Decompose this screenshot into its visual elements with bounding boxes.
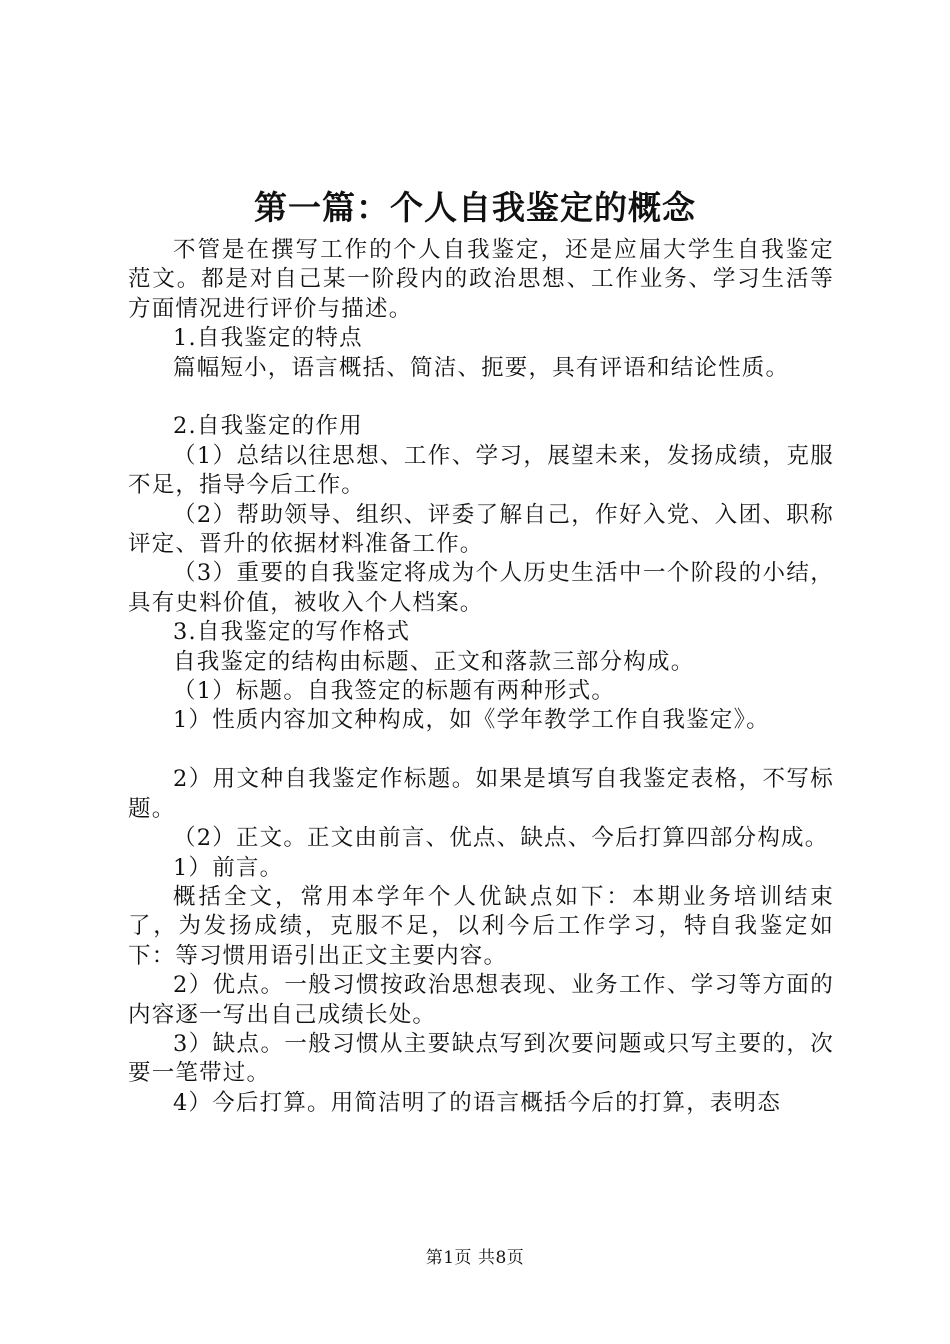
- paragraph-preface: 概括全文，常用本学年个人优缺点如下：本期业务培训结束了，为发扬成绩，克服不足，以利今后工作学习，特自我鉴定如下：等习惯用语引出正文主要内容。: [128, 883, 834, 969]
- paragraph-title-form-1: 1）性质内容加文种构成，如《学年教学工作自我鉴定》。: [173, 707, 770, 734]
- paragraph-structure: 自我鉴定的结构由标题、正文和落款三部分构成。: [173, 648, 695, 675]
- paragraph-future-plans: 4）今后打算。用简洁明了的语言概括今后的打算，表明态: [173, 1089, 782, 1116]
- paragraph-preface-heading: 1）前言。: [173, 854, 284, 881]
- paragraph-title-section: （1）标题。自我签定的标题有两种形式。: [173, 678, 616, 705]
- paragraph-function-2: （2）帮助领导、组织、评委了解自己，作好入党、入团、职称评定、晋升的依据材料准备工作。: [128, 501, 834, 558]
- page-footer: 第1页 共8页: [425, 1248, 525, 1268]
- paragraph-strengths: 2）优点。一般习惯按政治思想表现、业务工作、学习等方面的内容逐一写出自己成绩长处。: [128, 972, 834, 1028]
- document-body: [128, 236, 834, 1118]
- paragraph-intro: 不管是在撰写工作的个人自我鉴定，还是应届大学生自我鉴定范文。都是对自己某一阶段内的政治思想、工作业务、学习生活等方面情况进行评价与描述。: [128, 237, 834, 322]
- document-title: 第一篇：个人自我鉴定的概念: [254, 188, 696, 227]
- paragraph-body-section: （2）正文。正文由前言、优点、缺点、今后打算四部分构成。: [173, 825, 829, 852]
- heading-features: 1.自我鉴定的特点: [173, 325, 363, 352]
- paragraph-weaknesses: 3）缺点。一般习惯从主要缺点写到次要问题或只写主要的，次要一笔带过。: [128, 1030, 834, 1087]
- paragraph-function-3: （3）重要的自我鉴定将成为个人历史生活中一个阶段的小结，具有史料价值，被收入个人档案。: [128, 560, 834, 616]
- paragraph-features: 篇幅短小，语言概括、简洁、扼要，具有评语和结论性质。: [173, 354, 790, 381]
- paragraph-function-1: （1）总结以往思想、工作、学习，展望未来，发扬成绩，克服不足，指导今后工作。: [128, 442, 834, 499]
- heading-format: 3.自我鉴定的写作格式: [173, 619, 411, 646]
- paragraph-title-form-2: 2）用文种自我鉴定作标题。如果是填写自我鉴定表格，不写标题。: [128, 766, 834, 822]
- heading-functions: 2.自我鉴定的作用: [173, 413, 363, 440]
